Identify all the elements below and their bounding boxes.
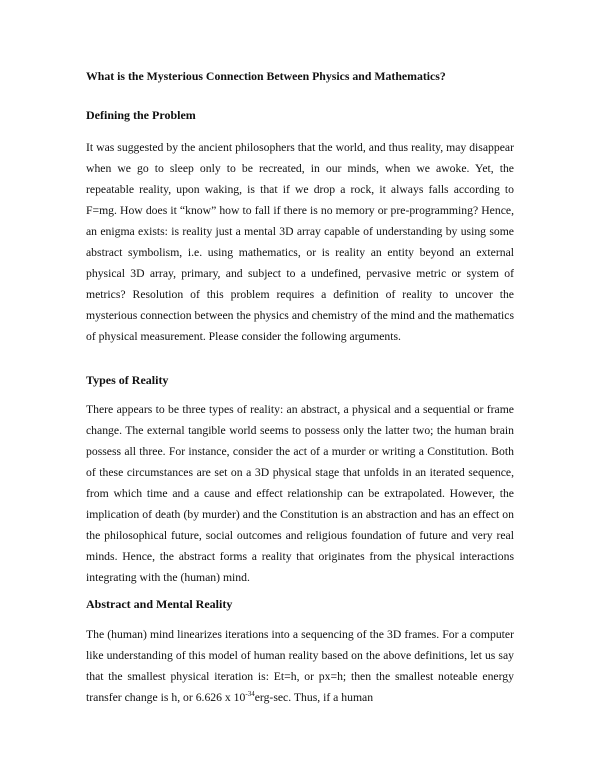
- section-paragraph-types-of-reality: There appears to be three types of reality: an abstract, a physical and a sequential or frame change. The external tangible world seems to possess only the latter two; the human brain possess all three. For instance, consider the act of a murder or writing a Constitution. Both of these circumstances are set on a 3D physical stage that unfolds in an iterated sequence, from which time and a cause and effect relationship can be extrapolated. However, the implication of death (by murder) and the Constitution is an abstraction and has an effect on the philosophical future, social outcomes and religious foundation of future and very real minds. Hence, the abstract forms a reality that originates from the physical interactions integrating with the (human) mind.: [86, 403, 514, 584]
- exponent-superscript: -34: [245, 690, 255, 698]
- paragraph-text-tail: erg-sec. Thus, if a human: [254, 691, 374, 704]
- document-title: What is the Mysterious Connection Between Physics and Mathematics?: [86, 69, 446, 83]
- section-paragraph-defining-problem: It was suggested by the ancient philosophers that the world, and thus reality, may disappear when we go to sleep only to be recreated, in our minds, when we awoke. Yet, the repeatable reality, upon waking, is that if we drop a rock, it always falls according to F=mg. How does it “know” how to fall if there is no memory or pre-programming? Hence, an enigma exists: is reality just a mental 3D array capable of understanding by using some abstract symbolism, i.e. using mathematics, or is reality an entity beyond an external physical 3D array, primary, and subject to a undefined, pervasive metric or system of metrics? Resolution of this problem requires a definition of reality to uncover the mysterious connection between the physics and chemistry of the mind and the mathematics of physical measurement. Please consider the following arguments.: [86, 141, 514, 343]
- section-paragraph-abstract-mental-reality: [86, 624, 514, 708]
- section-heading-defining-problem: Defining the Problem: [86, 108, 196, 122]
- paragraph-text-main: The (human) mind linearizes iterations into a sequencing of the 3D frames. For a computer like understanding of this model of human reality based on the above definitions, let us say that the smallest physical iteration is: Et=h, or px=h; then the smallest noteable energy transfer change is h, or 6.626 x 10: [86, 628, 514, 704]
- document-page: [86, 68, 514, 708]
- section-heading-types-of-reality: Types of Reality: [86, 373, 169, 387]
- section-heading-abstract-mental-reality: Abstract and Mental Reality: [86, 597, 233, 611]
